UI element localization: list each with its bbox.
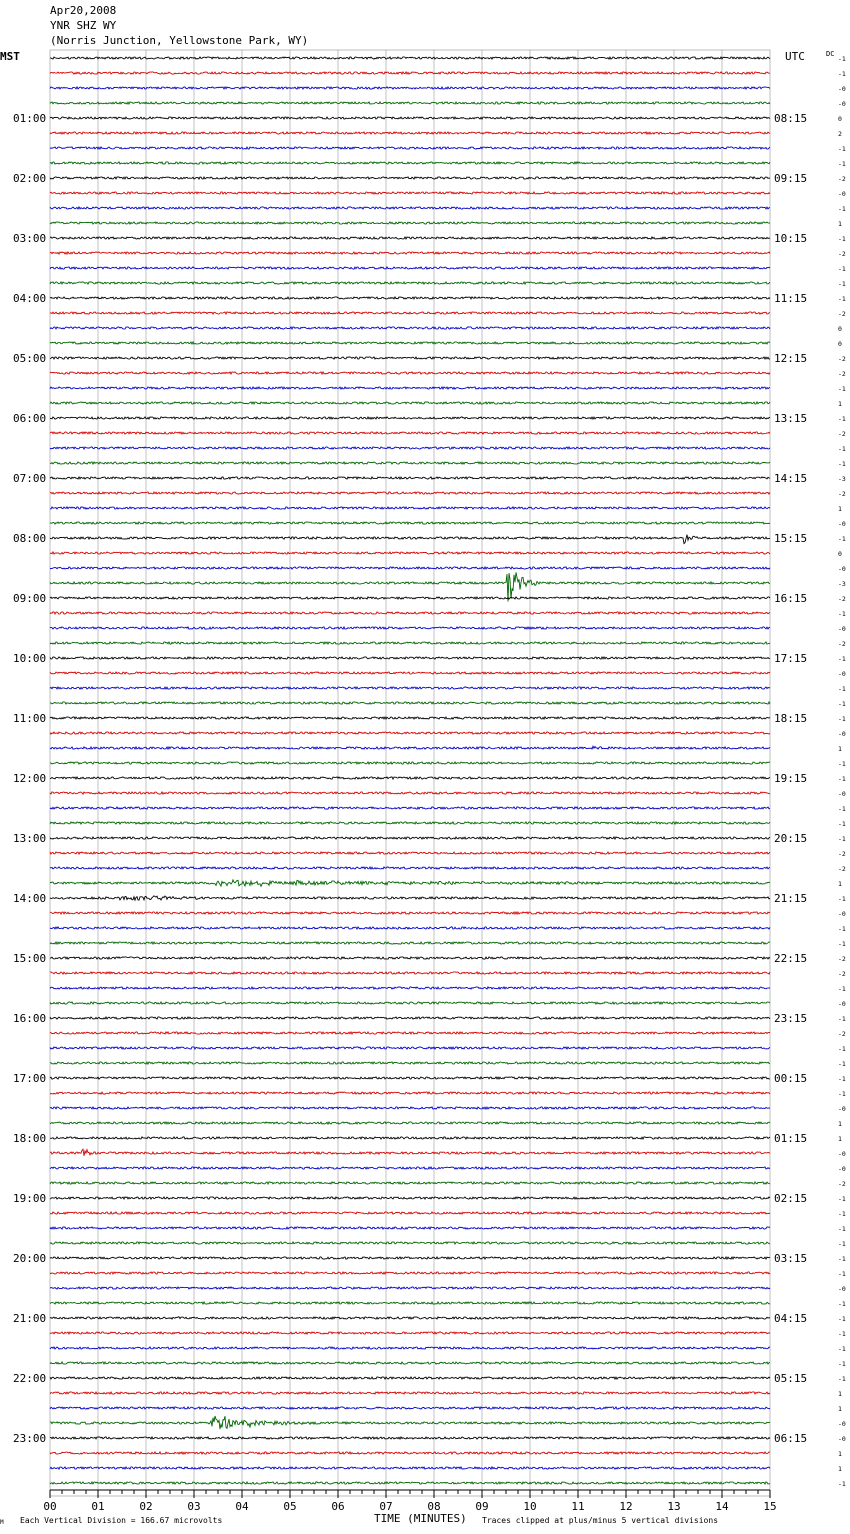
mst-hour-label: 02:00 — [13, 172, 47, 185]
x-tick-label: 06 — [331, 1500, 345, 1513]
dc-offset-label: -0 — [838, 85, 846, 93]
trace-row — [50, 852, 770, 854]
utc-hour-label: 14:15 — [774, 472, 808, 485]
trace-row — [50, 1332, 770, 1334]
trace-row — [50, 746, 770, 749]
trace-row — [50, 1227, 770, 1229]
trace-row — [50, 1182, 770, 1184]
dc-offset-label: -2 — [838, 175, 846, 183]
dc-offset-label: 0 — [838, 340, 842, 348]
trace-row — [50, 1407, 770, 1409]
trace-row — [50, 477, 770, 479]
utc-hour-label: 12:15 — [774, 352, 808, 365]
dc-offset-label: 1 — [838, 1390, 842, 1398]
dc-offset-label: -0 — [838, 100, 846, 108]
trace-row — [50, 222, 770, 224]
utc-hour-label: 23:15 — [774, 1012, 808, 1025]
trace-row — [50, 717, 770, 719]
trace-row — [50, 57, 770, 59]
mst-hour-label: 03:00 — [13, 232, 47, 245]
dc-offset-label: -3 — [838, 475, 846, 483]
trace-row — [50, 535, 770, 544]
dc-offset-label: -1 — [838, 1480, 846, 1488]
utc-hour-label: 16:15 — [774, 592, 808, 605]
trace-row — [50, 1197, 770, 1199]
dc-offset-label: 1 — [838, 880, 842, 888]
trace-row — [50, 1062, 770, 1064]
dc-offset-label: -1 — [838, 205, 846, 213]
trace-row — [50, 1092, 770, 1094]
utc-hour-label: 01:15 — [774, 1132, 808, 1145]
dc-offset-label: -1 — [838, 985, 846, 993]
dc-offset-label: -1 — [838, 685, 846, 693]
mst-hour-label: 01:00 — [13, 112, 47, 125]
trace-row — [50, 942, 770, 944]
trace-row — [50, 117, 770, 119]
trace-row — [50, 297, 770, 299]
dc-offset-label: -1 — [838, 145, 846, 153]
trace-row — [50, 1437, 770, 1439]
trace-row — [50, 462, 770, 464]
dc-offset-label: -2 — [838, 430, 846, 438]
trace-row — [50, 912, 770, 914]
mst-hour-label: 10:00 — [13, 652, 47, 665]
x-tick-label: 11 — [571, 1500, 585, 1513]
dc-offset-label: -1 — [838, 535, 846, 543]
dc-offset-label: -0 — [838, 1000, 846, 1008]
utc-hour-label: 03:15 — [774, 1252, 808, 1265]
dc-offset-label: -1 — [838, 55, 846, 63]
dc-offset-label: -1 — [838, 1315, 846, 1323]
dc-offset-label: -0 — [838, 1435, 846, 1443]
corner-mark: M — [0, 1519, 4, 1526]
trace-row — [50, 612, 770, 614]
utc-hour-label: 05:15 — [774, 1372, 808, 1385]
dc-offset-label: 0 — [838, 115, 842, 123]
trace-row — [50, 1392, 770, 1394]
trace-row — [50, 627, 770, 629]
trace-row — [50, 702, 770, 704]
trace-row — [50, 1017, 770, 1019]
dc-offset-label: -0 — [838, 520, 846, 528]
trace-row — [50, 1212, 770, 1214]
utc-hour-label: 06:15 — [774, 1432, 808, 1445]
dc-offset-label: -0 — [838, 670, 846, 678]
x-tick-label: 07 — [379, 1500, 393, 1513]
dc-offset-label: -1 — [838, 295, 846, 303]
dc-offset-label: 1 — [838, 1135, 842, 1143]
trace-layer — [50, 57, 770, 1484]
dc-offset-label: -2 — [838, 970, 846, 978]
dc-offset-label: -1 — [838, 1330, 846, 1338]
trace-row — [50, 402, 770, 404]
trace-row — [50, 1377, 770, 1379]
trace-row — [50, 252, 770, 254]
utc-hour-label: 09:15 — [774, 172, 808, 185]
dc-offset-label: -1 — [838, 415, 846, 423]
x-tick-label: 03 — [187, 1500, 201, 1513]
x-tick-label: 05 — [283, 1500, 297, 1513]
dc-offset-label: -0 — [838, 1285, 846, 1293]
dc-offset-label: -2 — [838, 640, 846, 648]
mst-hour-label: 13:00 — [13, 832, 47, 845]
trace-row — [50, 1137, 770, 1139]
dc-offset-label: -0 — [838, 1420, 846, 1428]
mst-hour-label: 20:00 — [13, 1252, 47, 1265]
trace-row — [50, 192, 770, 194]
x-tick-label: 04 — [235, 1500, 249, 1513]
trace-row — [50, 102, 770, 104]
dc-offset-label: -1 — [838, 805, 846, 813]
x-tick-label: 14 — [715, 1500, 729, 1513]
utc-hour-label: 00:15 — [774, 1072, 808, 1085]
x-tick-label: 12 — [619, 1500, 633, 1513]
trace-row — [50, 762, 770, 764]
dc-offset-label: -1 — [838, 265, 846, 273]
dc-offset-label: -2 — [838, 310, 846, 318]
mst-hour-label: 19:00 — [13, 1192, 47, 1205]
dc-label: DC — [826, 50, 835, 58]
plot-frame — [50, 50, 770, 1496]
dc-offset-label: -0 — [838, 565, 846, 573]
x-axis-title: TIME (MINUTES) — [374, 1512, 467, 1525]
dc-offset-label: 1 — [838, 745, 842, 753]
dc-offset-label: 1 — [838, 505, 842, 513]
dc-offset-label: -2 — [838, 865, 846, 873]
trace-row — [50, 1122, 770, 1124]
trace-row — [50, 807, 770, 809]
dc-offset-label: -0 — [838, 625, 846, 633]
trace-row — [50, 1272, 770, 1274]
header-location: (Norris Junction, Yellowstone Park, WY) — [50, 34, 309, 47]
trace-row — [50, 1452, 770, 1454]
dc-offset-label: -1 — [838, 925, 846, 933]
trace-row — [50, 1302, 770, 1304]
x-tick-label: 02 — [139, 1500, 153, 1513]
scale-note: Each Vertical Division = 166.67 microvolts — [20, 1516, 223, 1525]
trace-row — [50, 177, 770, 179]
dc-offset-label: -1 — [838, 610, 846, 618]
dc-offset-label: -2 — [838, 1030, 846, 1038]
dc-offset-label: 0 — [838, 550, 842, 558]
trace-row — [50, 342, 770, 344]
trace-row — [50, 987, 770, 989]
trace-row — [50, 492, 770, 494]
mst-hour-label: 09:00 — [13, 592, 47, 605]
dc-offset-label: 1 — [838, 1120, 842, 1128]
dc-offset-label: -1 — [838, 385, 846, 393]
trace-row — [50, 207, 770, 209]
x-tick-label: 10 — [523, 1500, 537, 1513]
x-tick-label: 13 — [667, 1500, 681, 1513]
trace-row — [50, 732, 770, 734]
utc-hour-label: 22:15 — [774, 952, 808, 965]
dc-offset-label: -1 — [838, 655, 846, 663]
dc-offset-label: -1 — [838, 1225, 846, 1233]
utc-hour-label: 19:15 — [774, 772, 808, 785]
x-tick-label: 01 — [91, 1500, 105, 1513]
dc-offset-label: -0 — [838, 790, 846, 798]
dc-offset-label: -2 — [838, 955, 846, 963]
label-layer — [13, 55, 846, 1513]
trace-row — [50, 1149, 770, 1156]
trace-row — [50, 522, 770, 524]
dc-offset-label: 1 — [838, 220, 842, 228]
dc-offset-label: -2 — [838, 1180, 846, 1188]
dc-offset-label: -1 — [838, 1045, 846, 1053]
trace-row — [50, 372, 770, 374]
mst-hour-label: 08:00 — [13, 532, 47, 545]
dc-offset-label: -2 — [838, 250, 846, 258]
dc-offset-label: -2 — [838, 850, 846, 858]
dc-offset-label: -1 — [838, 1300, 846, 1308]
mst-hour-label: 07:00 — [13, 472, 47, 485]
trace-row — [50, 552, 770, 554]
utc-hour-label: 10:15 — [774, 232, 808, 245]
dc-offset-label: -0 — [838, 1150, 846, 1158]
trace-row — [50, 267, 770, 269]
trace-row — [50, 572, 770, 601]
trace-row — [50, 72, 770, 74]
dc-offset-label: -0 — [838, 1165, 846, 1173]
dc-offset-label: -1 — [838, 445, 846, 453]
utc-hour-label: 18:15 — [774, 712, 808, 725]
dc-offset-label: -2 — [838, 370, 846, 378]
trace-row — [50, 1107, 770, 1109]
mst-hour-label: 15:00 — [13, 952, 47, 965]
trace-row — [50, 327, 770, 329]
clip-note: Traces clipped at plus/minus 5 vertical divisions — [482, 1516, 719, 1525]
mst-hour-label: 16:00 — [13, 1012, 47, 1025]
x-tick-label: 08 — [427, 1500, 441, 1513]
trace-row — [50, 1242, 770, 1244]
dc-offset-label: -0 — [838, 910, 846, 918]
trace-row — [50, 822, 770, 824]
trace-row — [50, 896, 770, 900]
dc-offset-label: -1 — [838, 1015, 846, 1023]
trace-row — [50, 642, 770, 644]
utc-hour-label: 04:15 — [774, 1312, 808, 1325]
trace-row — [50, 837, 770, 839]
trace-row — [50, 867, 770, 869]
dc-offset-label: -1 — [838, 1345, 846, 1353]
mst-axis-title: MST — [0, 50, 20, 63]
dc-offset-label: 2 — [838, 130, 842, 138]
dc-offset-label: -1 — [838, 1255, 846, 1263]
x-tick-label: 09 — [475, 1500, 489, 1513]
utc-hour-label: 02:15 — [774, 1192, 808, 1205]
trace-row — [50, 957, 770, 959]
utc-hour-label: 13:15 — [774, 412, 808, 425]
trace-row — [50, 1077, 770, 1079]
dc-offset-label: -0 — [838, 190, 846, 198]
trace-row — [50, 1317, 770, 1319]
dc-offset-label: -2 — [838, 490, 846, 498]
mst-hour-label: 05:00 — [13, 352, 47, 365]
trace-row — [50, 132, 770, 134]
trace-row — [50, 87, 770, 89]
dc-offset-label: -1 — [838, 160, 846, 168]
trace-row — [50, 687, 770, 689]
trace-row — [50, 1287, 770, 1289]
dc-offset-label: 1 — [838, 400, 842, 408]
mst-hour-label: 22:00 — [13, 1372, 47, 1385]
dc-offset-label: -1 — [838, 1240, 846, 1248]
mst-hour-label: 17:00 — [13, 1072, 47, 1085]
dc-offset-label: -1 — [838, 1195, 846, 1203]
dc-offset-label: -1 — [838, 280, 846, 288]
trace-row — [50, 1482, 770, 1484]
dc-offset-label: -1 — [838, 1075, 846, 1083]
trace-row — [50, 237, 770, 239]
trace-row — [50, 387, 770, 389]
trace-row — [50, 777, 770, 779]
dc-offset-label: 1 — [838, 1405, 842, 1413]
dc-offset-label: -2 — [838, 595, 846, 603]
trace-row — [50, 432, 770, 434]
trace-row — [50, 507, 770, 509]
trace-row — [50, 1362, 770, 1364]
dc-offset-label: -1 — [838, 700, 846, 708]
trace-row — [50, 880, 770, 886]
trace-row — [50, 1467, 770, 1469]
utc-hour-label: 17:15 — [774, 652, 808, 665]
mst-hour-label: 14:00 — [13, 892, 47, 905]
dc-offset-label: -1 — [838, 760, 846, 768]
dc-offset-label: -1 — [838, 1090, 846, 1098]
dc-offset-label: -1 — [838, 70, 846, 78]
trace-row — [50, 597, 770, 599]
dc-offset-label: -1 — [838, 775, 846, 783]
trace-row — [50, 1002, 770, 1004]
trace-row — [50, 1167, 770, 1169]
trace-row — [50, 672, 770, 674]
utc-hour-label: 21:15 — [774, 892, 808, 905]
dc-offset-label: -1 — [838, 235, 846, 243]
mst-hour-label: 06:00 — [13, 412, 47, 425]
dc-offset-label: -1 — [838, 1375, 846, 1383]
dc-offset-label: -2 — [838, 355, 846, 363]
trace-row — [50, 567, 770, 569]
header-date: Apr20,2008 — [50, 4, 117, 17]
dc-offset-label: -1 — [838, 1060, 846, 1068]
trace-row — [50, 1257, 770, 1259]
trace-row — [50, 657, 770, 659]
trace-row — [50, 927, 770, 929]
trace-row — [50, 1047, 770, 1049]
dc-offset-label: -1 — [838, 1270, 846, 1278]
utc-hour-label: 11:15 — [774, 292, 808, 305]
mst-hour-label: 18:00 — [13, 1132, 47, 1145]
grid-layer — [50, 50, 770, 1496]
dc-offset-label: 1 — [838, 1465, 842, 1473]
dc-offset-label: -1 — [838, 715, 846, 723]
dc-offset-label: -1 — [838, 460, 846, 468]
mst-hour-label: 12:00 — [13, 772, 47, 785]
dc-offset-label: -0 — [838, 730, 846, 738]
trace-row — [50, 357, 770, 359]
utc-hour-label: 08:15 — [774, 112, 808, 125]
trace-row — [50, 1347, 770, 1349]
mst-hour-label: 04:00 — [13, 292, 47, 305]
mst-hour-label: 11:00 — [13, 712, 47, 725]
trace-row — [50, 972, 770, 974]
trace-row — [50, 417, 770, 419]
dc-offset-label: -1 — [838, 820, 846, 828]
trace-row — [50, 792, 770, 794]
mst-hour-label: 21:00 — [13, 1312, 47, 1325]
header-station: YNR SHZ WY — [50, 19, 117, 32]
dc-offset-label: -1 — [838, 895, 846, 903]
utc-axis-title: UTC — [785, 50, 805, 63]
trace-row — [50, 282, 770, 284]
x-tick-label: 15 — [763, 1500, 777, 1513]
dc-offset-label: -1 — [838, 835, 846, 843]
dc-offset-label: -1 — [838, 1360, 846, 1368]
utc-hour-label: 20:15 — [774, 832, 808, 845]
trace-row — [50, 1032, 770, 1034]
utc-hour-label: 15:15 — [774, 532, 808, 545]
dc-offset-label: -1 — [838, 1210, 846, 1218]
x-tick-label: 00 — [43, 1500, 57, 1513]
trace-row — [50, 312, 770, 314]
dc-offset-label: -1 — [838, 940, 846, 948]
trace-row — [50, 447, 770, 449]
trace-row — [50, 162, 770, 164]
dc-offset-label: -0 — [838, 1105, 846, 1113]
dc-offset-label: 0 — [838, 325, 842, 333]
mst-hour-label: 23:00 — [13, 1432, 47, 1445]
trace-row — [50, 147, 770, 149]
dc-offset-label: -3 — [838, 580, 846, 588]
trace-row — [50, 1416, 770, 1429]
dc-offset-label: 1 — [838, 1450, 842, 1458]
